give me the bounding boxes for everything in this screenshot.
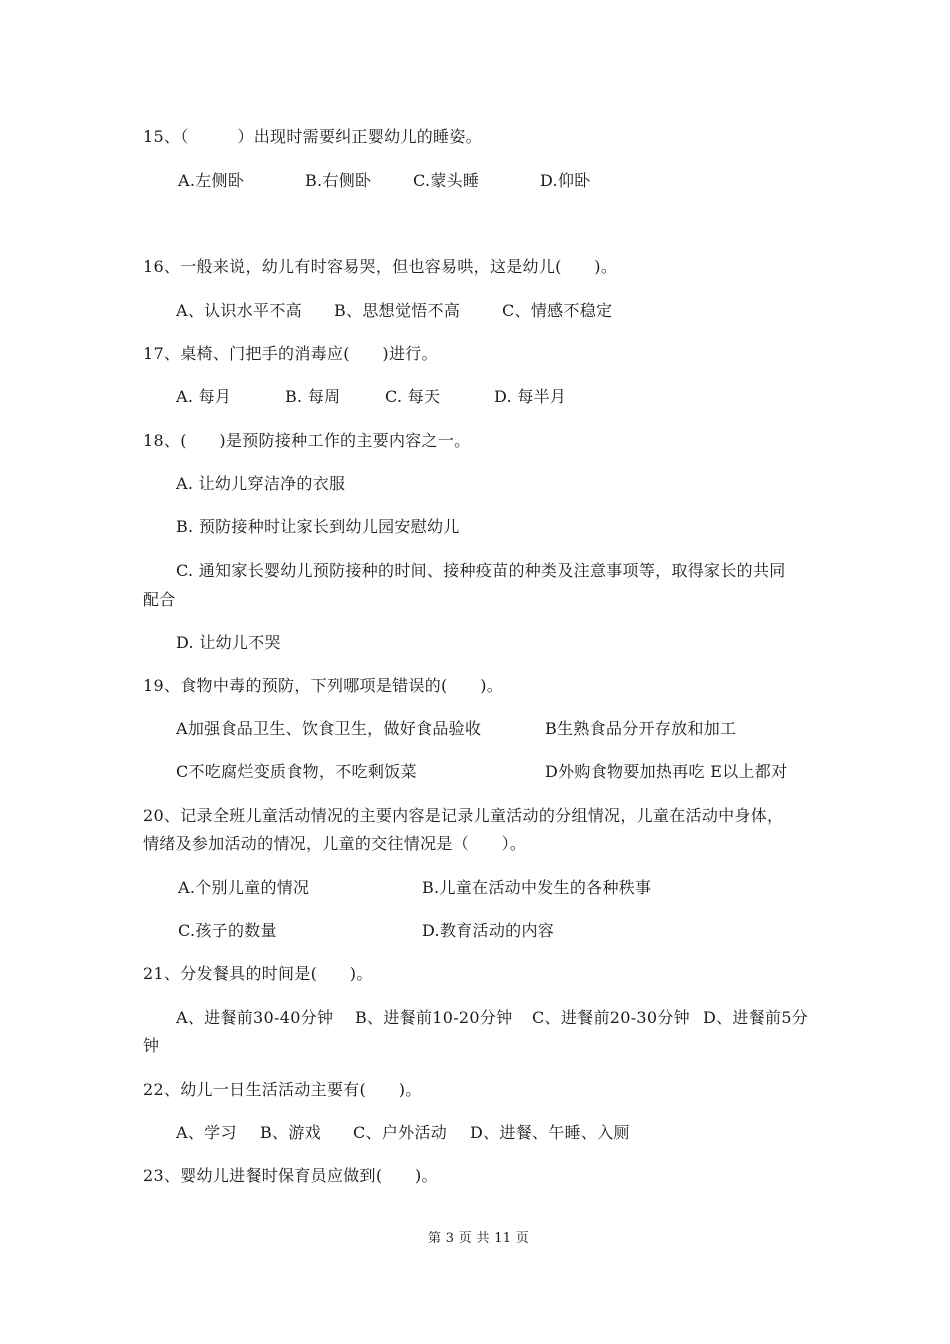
question-20-stem-wrap: 情绪及参加活动的情况，儿童的交往情况是（ ）。	[143, 834, 527, 853]
question-21-option-c: C、进餐前20-30分钟	[532, 1008, 690, 1027]
question-22-option-b: B、游戏	[260, 1123, 321, 1142]
question-18-option-d: D. 让幼儿不哭	[176, 633, 281, 652]
question-18-option-c-wrap: 配合	[143, 590, 176, 609]
question-15-option-c: C.蒙头睡	[413, 171, 480, 190]
question-17-option-d: D. 每半月	[494, 387, 567, 406]
question-18-option-c: C. 通知家长婴幼儿预防接种的时间、接种疫苗的种类及注意事项等，取得家长的共同	[176, 561, 786, 580]
question-16-stem: 16、一般来说，幼儿有时容易哭，但也容易哄，这是幼儿( )。	[143, 257, 618, 276]
question-23-stem: 23、婴幼儿进餐时保育员应做到( )。	[143, 1166, 438, 1185]
question-16-option-c: C、情感不稳定	[502, 301, 613, 320]
question-15-option-d: D.仰卧	[540, 171, 591, 190]
question-15-stem: 15、（ ）出现时需要纠正婴幼儿的睡姿。	[143, 127, 482, 146]
question-21-option-a: A、进餐前30-40分钟	[176, 1008, 334, 1027]
question-17-option-b: B. 每周	[285, 387, 341, 406]
question-18-option-b: B. 预防接种时让家长到幼儿园安慰幼儿	[176, 517, 460, 536]
question-22-stem: 22、幼儿一日生活活动主要有( )。	[143, 1080, 422, 1099]
question-19-option-b: B生熟食品分开存放和加工	[545, 719, 737, 738]
question-19-option-a: A加强食品卫生、饮食卫生，做好食品验收	[176, 719, 482, 738]
question-17-option-a: A. 每月	[176, 387, 232, 406]
question-16-option-b: B、思想觉悟不高	[334, 301, 461, 320]
question-20-stem: 20、记录全班儿童活动情况的主要内容是记录儿童活动的分组情况，儿童在活动中身体，	[143, 806, 784, 825]
question-17-stem: 17、桌椅、门把手的消毒应( )进行。	[143, 344, 438, 363]
question-18-stem: 18、( )是预防接种工作的主要内容之一。	[143, 431, 471, 450]
question-20-option-a: A.个别儿童的情况	[178, 878, 310, 897]
question-21-stem: 21、分发餐具的时间是( )。	[143, 964, 373, 983]
question-20-option-c: C.孩子的数量	[178, 921, 277, 940]
question-19-option-c: C不吃腐烂变质食物，不吃剩饭菜	[176, 762, 417, 781]
question-19-stem: 19、食物中毒的预防，下列哪项是错误的( )。	[143, 676, 504, 695]
question-20-option-b: B.儿童在活动中发生的各种秩事	[422, 878, 652, 897]
page-number-footer: 第 3 页 共 11 页	[428, 1231, 530, 1246]
question-17-option-c: C. 每天	[385, 387, 441, 406]
question-21-option-d: D、进餐前5分	[703, 1008, 809, 1027]
question-22-option-a: A、学习	[176, 1123, 237, 1142]
question-15-option-b: B.右侧卧	[305, 171, 372, 190]
question-16-option-a: A、认识水平不高	[176, 301, 302, 320]
question-21-option-b: B、进餐前10-20分钟	[355, 1008, 513, 1027]
question-20-option-d: D.教育活动的内容	[422, 921, 555, 940]
question-22-option-d: D、进餐、午睡、入厕	[470, 1123, 630, 1142]
question-19-option-d: D外购食物要加热再吃 E以上都对	[545, 762, 788, 781]
question-22-option-c: C、户外活动	[353, 1123, 448, 1142]
question-18-option-a: A. 让幼儿穿洁净的衣服	[176, 474, 346, 493]
question-21-option-d-wrap: 钟	[143, 1036, 160, 1055]
question-15-option-a: A.左侧卧	[178, 171, 245, 190]
